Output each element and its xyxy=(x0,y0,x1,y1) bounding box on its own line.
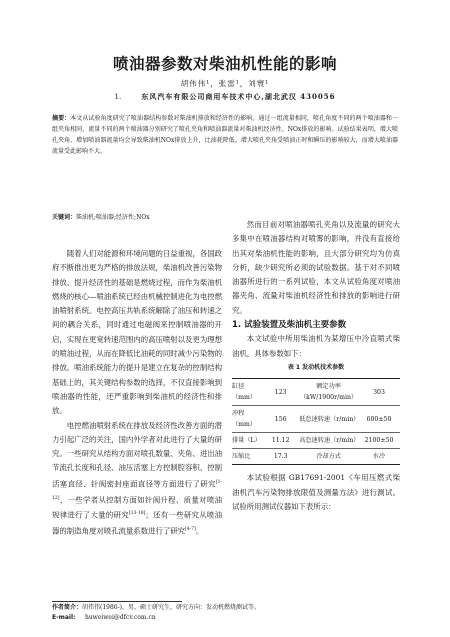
right-column xyxy=(232,218,400,514)
email-address[interactable]: huweiwei@dfcv.com.cn xyxy=(84,614,156,621)
table-cell: 123 xyxy=(262,379,299,406)
table-cell: 水冷 xyxy=(372,453,386,461)
table-row xyxy=(232,406,400,433)
intro-p2-text-c: ；还有一些研究从喷油器的制造角度对喷孔流量系数进行了研究 xyxy=(52,510,222,536)
table-cell: 压缩比 xyxy=(232,453,251,461)
intro-paragraph-3: 然而目前对喷油器喷孔夹角以及流量的研究大多集中在喷油器结构对喷雾的影响，并没有直接给出其对柴油机性能的影响，且大部分研究均为仿真分析，缺少研究所必须的试验数据。基于对不同喷油器所进行的一系列试验，本文从试验角度对喷油器夹角、流量对柴油机经济性和排放的影响进行研究。 xyxy=(232,220,400,315)
table-row xyxy=(232,379,400,406)
footnote xyxy=(52,603,412,623)
abstract-text: 本文从试验角度研究了喷油器结构参数对柴油机排放和经济性的影响。通过一组流量相同，喷孔角度不同的两个喷油器和一组夹角相同，流量不同的两个喷油器分别研究了喷孔夹角和喷油器流量对柴油机经济性、NOx排放的影响。试验结果表明，增大喷孔夹角、增加喷油器流量均会导致柴油机NOx排放上升，比油耗降低。增大喷孔夹角受喷油正时和瞬压的影响较大，而增大喷油器流量受此影响不大。 xyxy=(52,115,398,155)
intro-paragraph-1: 随着人们对能源和环境问题的日益重视，各国政府不断推出更为严格的排放法规，柴油机改善污染物排放、提升经济性的基础是燃烧过程，而作为柴油机燃烧的核心—喷油系统已经由机械控制进化为电控燃油喷射系统。电控高压共轨系统解除了油压和转速之间的耦合关系，同时通过电磁阀来控制喷油器的开启，实现在更宽转速范围内的高压喷射以及更为理想的喷油过程，从而在降低比油耗的同时减少污染物的排放。喷油系统能力的提升是建立在复杂的控制结构基础上的，其关键结构参数的选择，不仅直接影响到喷油器的性能，还严重影响到柴油机的经济性和排放。 xyxy=(52,249,223,416)
table-cell: 排量（L） xyxy=(232,433,262,449)
affiliation-number: 1. xyxy=(114,93,122,101)
affiliation xyxy=(0,92,450,102)
left-column xyxy=(52,247,222,539)
table-cell: 额定功率（kW/1900r/min） xyxy=(299,379,358,406)
test-standard-paragraph: 本试验根据 GB17691-2001《车用压燃式柴油机汽车污染物排放限值及测量方法》进行测试。试验所用测试仪器如下表所示： xyxy=(232,473,400,511)
table-cell: 600±50 xyxy=(358,406,400,433)
citation-ref: [13-18] xyxy=(128,511,146,517)
abstract xyxy=(52,113,398,157)
citation-ref: [4-7] xyxy=(185,527,196,533)
table-cell: 冷却方式 xyxy=(316,453,341,461)
section-heading: 1. 试验装置及柴油机主要参数 xyxy=(232,320,347,331)
intro-p2-text-b: ，一些学者从控制方面如针阀升程、质量对喷油规律进行了大量的研究 xyxy=(52,494,222,520)
intro-paragraph-2 xyxy=(52,419,222,539)
table-row xyxy=(232,449,400,465)
table-cell: 303 xyxy=(358,379,400,406)
email-label: E-mail: xyxy=(52,614,76,621)
table-cell: 高怠速转速（r/min） xyxy=(299,433,358,449)
citation-ref: [1-12] xyxy=(52,479,222,501)
abstract-label: 摘要： xyxy=(52,115,71,122)
affiliation-text: 东风汽车有限公司商用车技术中心,湖北武汉 430056 xyxy=(141,92,336,101)
keywords-label: 关键词： xyxy=(52,214,77,221)
engine-spec-table xyxy=(232,378,400,465)
keywords-text: 柴油机;喷油器;经济性;NOx xyxy=(76,214,150,221)
intro-p2-text-a: 电控燃油喷射系统在排放及经济性改善方面的潜力引起广泛的关注，国内外学者对此进行了大量的研究。一些研究从结构方面对喷孔数量、夹角、进出油节流孔长度和孔径、油压活塞上方控制腔容积、控制活塞直径、针阀密封座面直径等方面进行了研究 xyxy=(52,420,223,489)
table-cell: 缸径（mm） xyxy=(232,379,262,406)
setup-paragraph: 本文试验中所用柴油机为某增压中冷直喷式柴油机，具体参数如下： xyxy=(232,334,400,358)
table-caption: 表 1 发动机技术参数 xyxy=(287,363,345,371)
footnote-rule xyxy=(52,601,182,602)
table-cell: 冲程（mm） xyxy=(232,406,262,433)
table-row xyxy=(232,433,400,449)
intro-p2-text-d: 。 xyxy=(195,526,204,536)
author-bio xyxy=(52,603,412,613)
author-bio-text: 胡伟伟(1986-)，男，硕士研究生，研究方向：发动机燃烧测试等。 xyxy=(82,604,260,611)
table-cell: 17.3 xyxy=(273,453,288,461)
table-cell: 11.12 xyxy=(262,433,299,449)
table-cell: 2100±50 xyxy=(358,433,400,449)
paper-title: 喷油器参数对柴油机性能的影响 xyxy=(112,55,337,73)
author-bio-label: 作者简介： xyxy=(52,604,83,611)
table-cell: 156 xyxy=(262,406,299,433)
table-cell: 低怠速转速（r/min） xyxy=(299,406,358,433)
author-email xyxy=(52,613,412,623)
author-list: 胡伟伟¹，张雷¹，刘寰¹ xyxy=(180,79,270,88)
